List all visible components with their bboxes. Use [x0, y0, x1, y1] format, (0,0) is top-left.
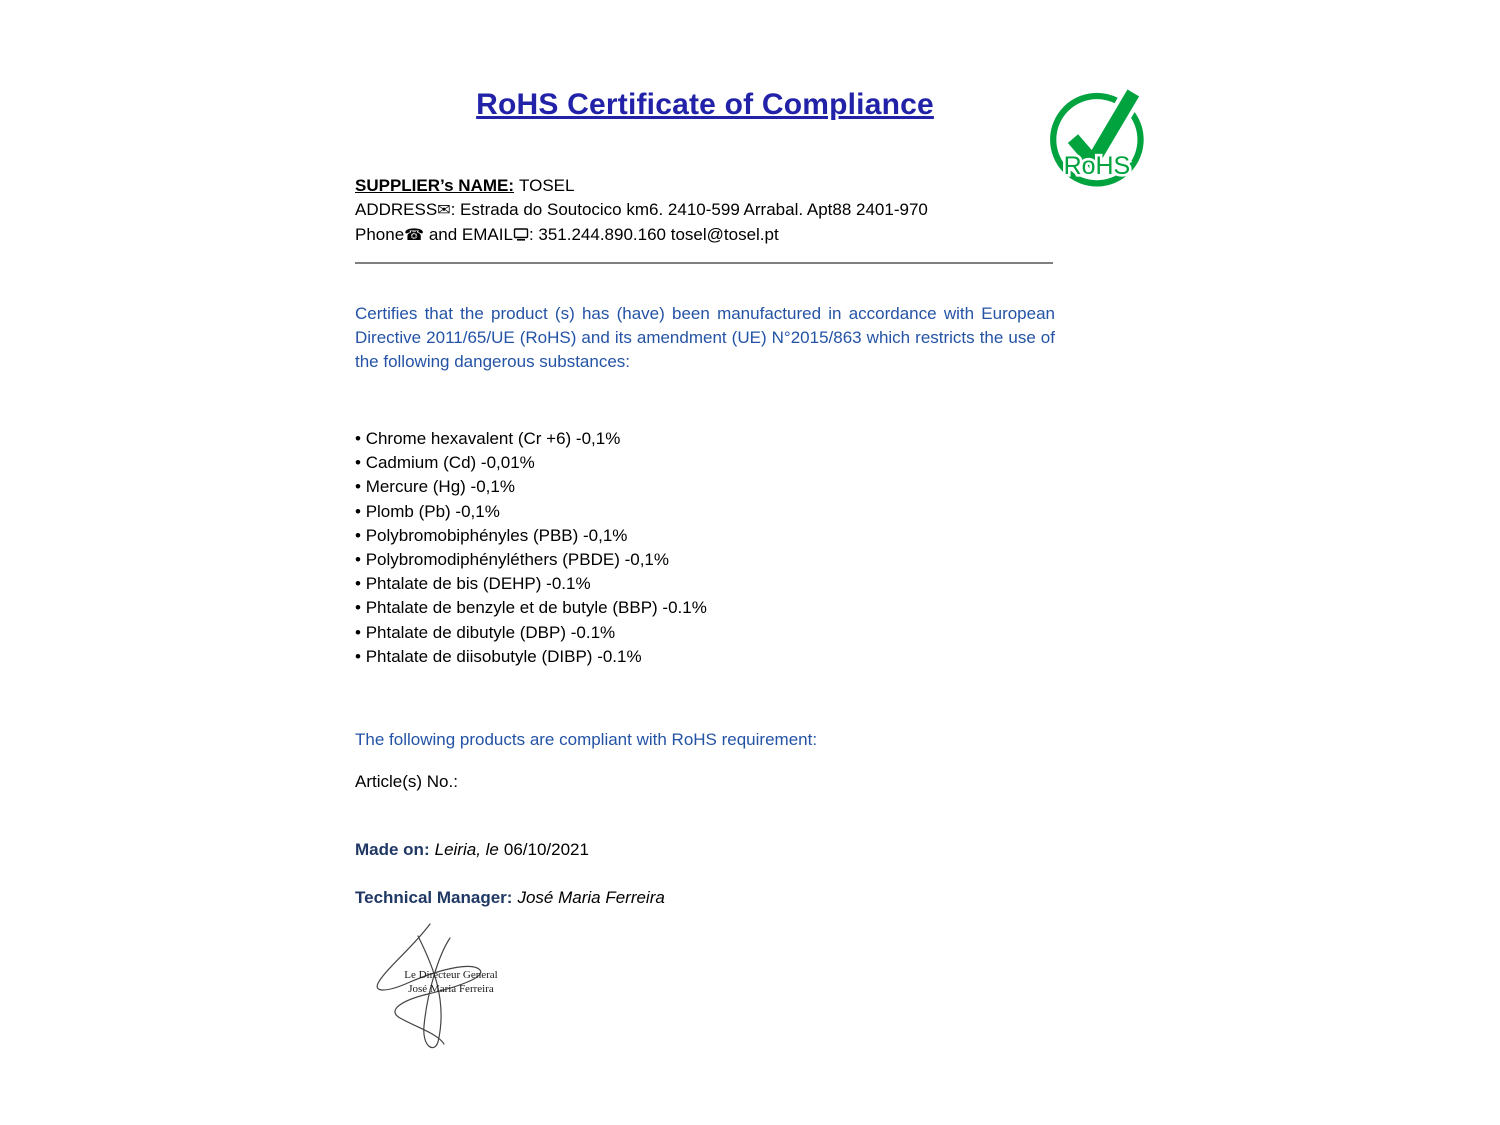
phone-icon: ☎: [404, 227, 425, 244]
supplier-address-line: [355, 198, 1055, 223]
substance-item: • Mercure (Hg) -0,1%: [355, 475, 1055, 499]
supplier-block: [355, 174, 1055, 248]
signature-line2: José Maria Ferreira: [408, 983, 494, 995]
rohs-logo-graphic: [1048, 80, 1152, 190]
address-value: : Estrada do Soutocico km6. 2410-599 Arrabal. Apt88 2401-970: [450, 200, 928, 219]
page-title: RoHS Certificate of Compliance: [476, 88, 934, 121]
manager-line: [355, 886, 1055, 910]
envelope-icon: ✉: [437, 202, 451, 219]
signature-block: [358, 922, 528, 1052]
substance-item: • Phtalate de benzyle et de butyle (BBP) -0.1%: [355, 596, 1055, 620]
substance-item: • Chrome hexavalent (Cr +6) -0,1%: [355, 427, 1055, 451]
articles-label: Article(s) No.:: [355, 772, 458, 791]
supplier-name-line: [355, 174, 1055, 198]
divider-line: [355, 262, 1053, 264]
email-label: and EMAIL: [424, 225, 513, 244]
made-on-date: 06/10/2021: [503, 840, 589, 859]
phone-label: Phone: [355, 225, 405, 244]
substance-item: • Phtalate de diisobutyle (DIBP) -0.1%: [355, 645, 1055, 669]
substances-list: [355, 427, 1055, 669]
compliance-statement: The following products are compliant with RoHS requirement:: [355, 730, 818, 749]
supplier-name-label: SUPPLIER’s NAME:: [355, 176, 515, 195]
contact-value: : 351.244.890.160 tosel@tosel.pt: [528, 225, 779, 244]
made-on-label: Made on:: [355, 840, 430, 859]
manager-name: José Maria Ferreira: [517, 888, 665, 907]
supplier-contact-line: [355, 223, 1055, 248]
made-on-line: [355, 838, 1055, 862]
rohs-logo: [1048, 80, 1152, 190]
signature-line1: Le Directeur General: [404, 969, 498, 981]
substance-item: • Phtalate de dibutyle (DBP) -0.1%: [355, 621, 1055, 645]
signature-text: [386, 968, 516, 996]
computer-icon: [513, 225, 529, 244]
supplier-name-value: TOSEL: [519, 176, 575, 195]
substance-item: • Phtalate de bis (DEHP) -0.1%: [355, 572, 1055, 596]
substance-item: • Cadmium (Cd) -0,01%: [355, 451, 1055, 475]
certification-statement: Certifies that the product (s) has (have) been manufactured in accordance with European Directive 2011/65/UE (RoHS) and its amendment (UE) N°2015/863 which restricts the use of the following dangerous substances:: [355, 304, 1055, 371]
made-on-place: Leiria, le: [434, 840, 499, 859]
address-label: ADDRESS: [355, 200, 438, 219]
manager-label: Technical Manager:: [355, 888, 513, 907]
rohs-logo-text: RoHS: [1063, 152, 1131, 180]
substance-item: • Polybromodiphényléthers (PBDE) -0,1%: [355, 548, 1055, 572]
substance-item: • Plomb (Pb) -0,1%: [355, 500, 1055, 524]
substance-item: • Polybromobiphényles (PBB) -0,1%: [355, 524, 1055, 548]
